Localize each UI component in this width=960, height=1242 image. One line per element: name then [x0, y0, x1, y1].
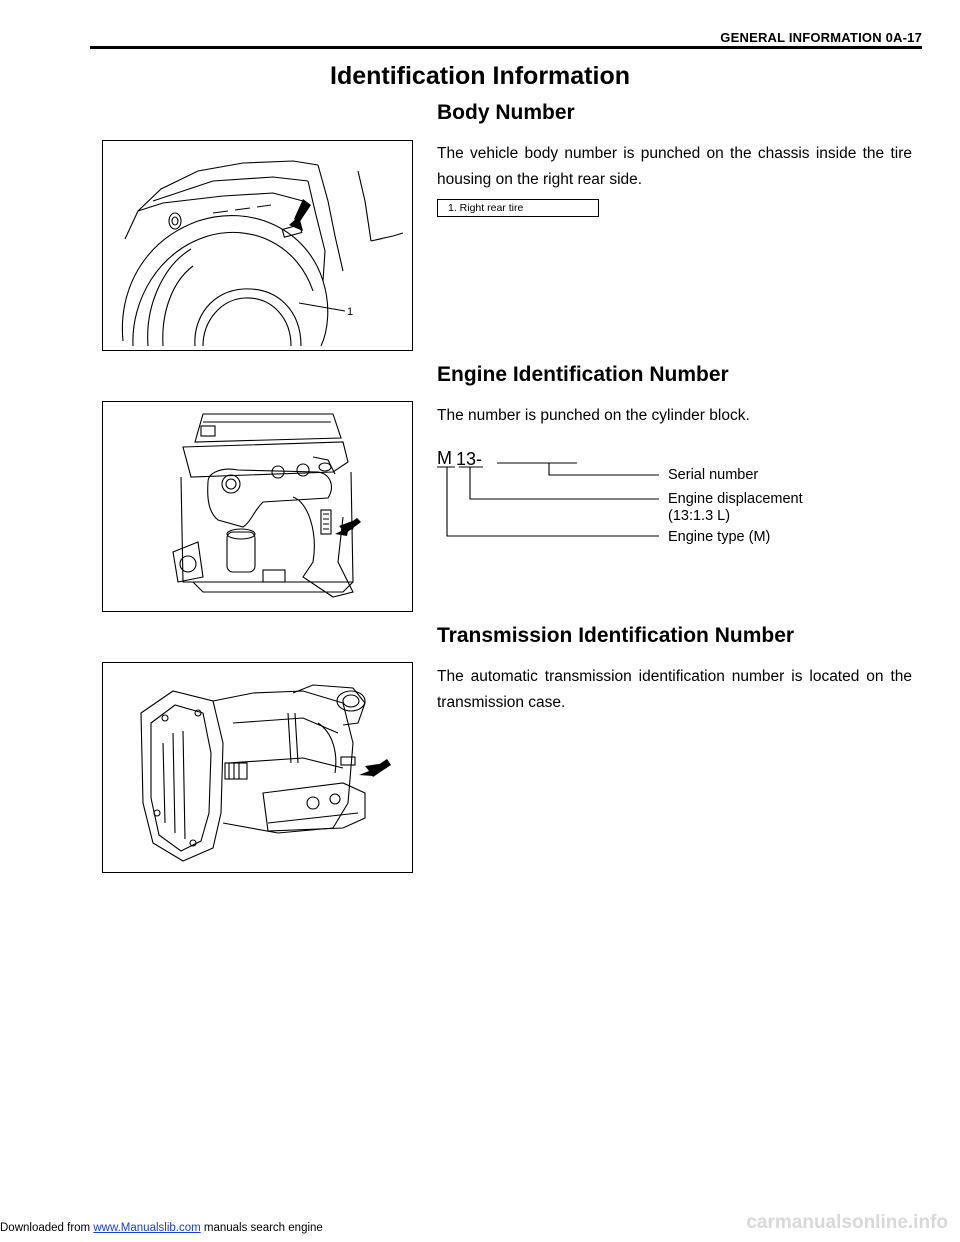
tire-housing-illustration	[103, 141, 414, 352]
footer-prefix: Downloaded from	[0, 1222, 94, 1234]
footer-link[interactable]: www.Manualslib.com	[93, 1222, 201, 1234]
figure-engine	[102, 401, 413, 612]
transmission-illustration	[103, 663, 414, 874]
engine-code-diagram	[437, 444, 667, 544]
callout-number: 1	[347, 306, 354, 318]
running-header: GENERAL INFORMATION 0A-17	[720, 30, 922, 45]
figure-legend: 1. Right rear tire	[437, 199, 599, 217]
label-engine-displacement-value: (13:1.3 L)	[668, 508, 731, 524]
engine-code-13: 13-	[456, 449, 483, 469]
engine-id-text: The number is punched on the cylinder block.	[437, 407, 750, 424]
section-heading-transmission-id: Transmission Identification Number	[437, 624, 795, 647]
header-rule	[90, 46, 922, 49]
page-title: Identification Information	[330, 62, 630, 90]
engine-code-m: M	[437, 448, 452, 468]
footer-download-note	[0, 1222, 323, 1234]
body-number-text: The vehicle body number is punched on the chassis inside the tire housing on the right rear side.	[437, 145, 912, 188]
engine-illustration	[103, 402, 414, 613]
label-engine-displacement: Engine displacement	[668, 491, 803, 507]
section-heading-body-number: Body Number	[437, 101, 575, 124]
section-heading-engine-id: Engine Identification Number	[437, 363, 729, 386]
figure-body-number	[102, 140, 413, 351]
label-engine-type: Engine type (M)	[668, 529, 771, 545]
footer-suffix: manuals search engine	[200, 1222, 323, 1234]
watermark: carmanualsonline.info	[746, 1212, 948, 1233]
label-serial-number: Serial number	[668, 467, 759, 483]
figure-transmission	[102, 662, 413, 873]
transmission-id-text: The automatic transmission identification number is located on the transmission case.	[437, 668, 912, 711]
